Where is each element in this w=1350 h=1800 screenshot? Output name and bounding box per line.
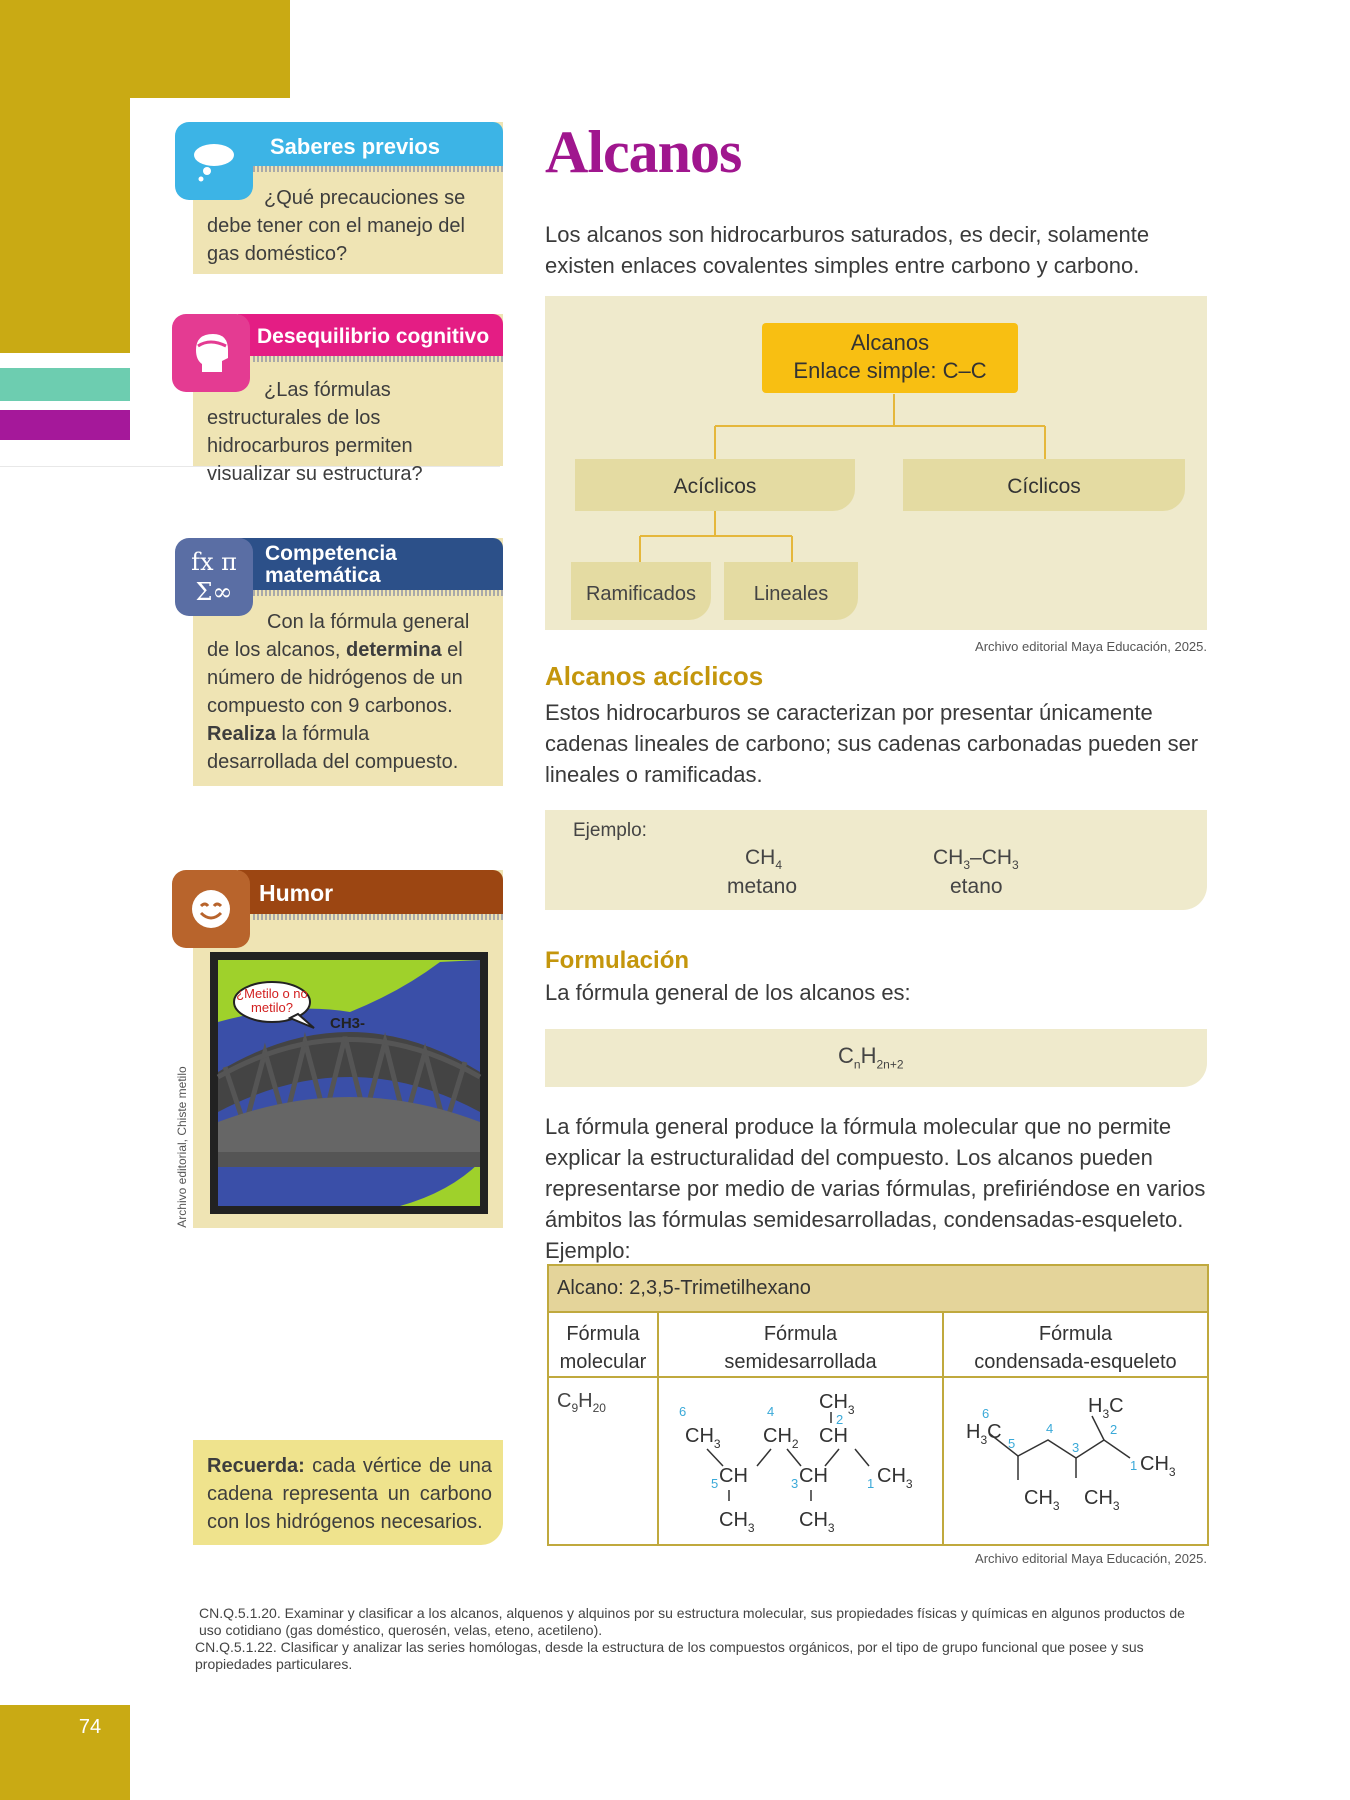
- comic-speech: ¿Metilo o no metilo?: [236, 986, 308, 1015]
- semidesarrollada-structure: [659, 1378, 942, 1543]
- classification-diagram: [545, 296, 1207, 630]
- general-formula: $C_nH_{2n+2}$: [838, 1043, 904, 1072]
- cloud-thought-icon: [175, 122, 253, 200]
- column-header-molecular: Fórmula molecular: [559, 1323, 647, 1373]
- acyclic-paragraph: Estos hidrocarburos se caracterizan por presentar únicamente cadenas lineales de carbono; sus cadenas carbonadas pueden ser lineales o ramificadas.: [545, 700, 1199, 787]
- svg-text:2: 2: [1110, 1422, 1118, 1437]
- diagram-credit: Archivo editorial Maya Educación, 2025.: [975, 639, 1207, 654]
- diagram-node-lineales: Lineales: [724, 562, 858, 620]
- svg-text:CH3: $CH_3$: [1084, 1487, 1120, 1513]
- example-panel: [545, 810, 1207, 910]
- intro-paragraph: Los alcanos son hidrocarburos saturados, es decir, solamente existen enlaces covalentes simples entre carbono y carbono.: [545, 222, 1150, 278]
- svg-text:CH3: $CH_3$: [1140, 1453, 1176, 1479]
- svg-text:H3C: $H_3C$: [1088, 1395, 1124, 1421]
- svg-text:CH: CH: [819, 1425, 848, 1447]
- recuerda-box: [193, 1440, 503, 1545]
- ethane-name: etano: [950, 875, 1003, 898]
- formulation-paragraph: La fórmula general produce la fórmula molecular que no permite explicar la estructuralidad del compuesto. Los alcanos pueden representarse por medio de varias fórmulas, prefiriéndose en varios ámbitos las fórmulas semidesarrolladas, condensadas-esqueleto. Ejemplo:: [545, 1114, 1206, 1263]
- competencia-title-line1: Competencia: [265, 542, 397, 565]
- diagram-node-aciclicos: Acíclicos: [575, 459, 855, 511]
- page-title: Alcanos: [545, 119, 742, 185]
- saberes-previos-text: ¿Qué precauciones se debe tener con el manejo del gas doméstico?: [207, 187, 466, 265]
- side-decoration: [0, 98, 130, 353]
- svg-text:5: 5: [711, 1476, 719, 1491]
- svg-text:1: 1: [1130, 1458, 1138, 1473]
- example-label: Ejemplo:: [573, 820, 647, 841]
- general-formula-panel: [545, 1029, 1207, 1087]
- svg-text:CH3: $CH_3$: [1024, 1487, 1060, 1513]
- curriculum-note-1: CN.Q.5.1.20. Examinar y clasificar a los alcanos, alquenos y alquinos por su estructura molecular, sus propiedades físicas y químicas en algunos productos de uso cotidiano (gas doméstico, querosén, velas, eteno, acetileno).: [199, 1605, 1185, 1638]
- competencia-title-line2: matemática: [265, 564, 381, 587]
- acyclic-heading: Alcanos acíclicos: [545, 661, 764, 691]
- corner-decoration: [0, 0, 290, 98]
- table-title: Alcano: 2,3,5-Trimetilhexano: [549, 1266, 1207, 1313]
- svg-text:CH3: $CH_3$: [877, 1465, 913, 1491]
- svg-text:6: 6: [679, 1404, 687, 1419]
- svg-text:CH: CH: [799, 1465, 828, 1487]
- svg-text:4: 4: [1046, 1421, 1054, 1436]
- formulation-heading: Formulación: [545, 947, 690, 974]
- saberes-previos-title: Saberes previos: [270, 134, 440, 159]
- svg-text:3: 3: [791, 1476, 799, 1491]
- svg-text:CH3: $CH_3$: [819, 1391, 855, 1417]
- recuerda-text: cada vértice de una cadena representa un carbono con los hidrógenos necesarios.: [207, 1455, 492, 1533]
- head-icon: [172, 314, 250, 392]
- svg-text:H3C: $H_3C$: [966, 1421, 1002, 1447]
- magenta-stripe: [0, 410, 130, 440]
- desequilibrio-title: Desequilibrio cognitivo: [257, 325, 490, 348]
- svg-text:5: 5: [1008, 1436, 1016, 1451]
- comic-label: CH3-: [330, 1015, 366, 1032]
- desequilibrio-text: ¿Las fórmulas estructurales de los hidrocarburos permiten visualizar su estructura?: [207, 379, 423, 485]
- teal-stripe: [0, 368, 130, 401]
- table-credit: Archivo editorial Maya Educación, 2025.: [975, 1551, 1207, 1566]
- svg-text:CH2: $CH_2$: [763, 1425, 799, 1451]
- svg-text:CH3: $CH_3$: [799, 1509, 835, 1535]
- column-header-semidesarrollada: Fórmula semidesarrollada: [724, 1323, 877, 1373]
- condensada-esqueleto-structure: [944, 1378, 1207, 1543]
- recuerda-label: Recuerda:: [207, 1455, 305, 1477]
- humor-title: Humor: [259, 880, 334, 906]
- molecular-formula: $C_9H_{20}$: [557, 1390, 606, 1415]
- svg-text:6: 6: [982, 1406, 990, 1421]
- trimethylhexane-table: [547, 1264, 1209, 1546]
- math-symbols-icon: fx π Σ∞: [175, 538, 253, 616]
- diagram-node-ciclicos: Cíclicos: [903, 459, 1185, 511]
- curriculum-note-2: CN.Q.5.1.22. Clasificar y analizar las series homólogas, desde la estructura de los compuestos orgánicos, por el tipo de grupo funcional que posee y sus propiedades particulares.: [195, 1639, 1144, 1672]
- svg-text:CH3: $CH_3$: [719, 1509, 755, 1535]
- formulation-text: La fórmula general de los alcanos es:: [545, 980, 911, 1005]
- column-header-condensada: Fórmula condensada-esqueleto: [974, 1323, 1177, 1373]
- ethane-formula: $CH_3-CH_3$: [933, 846, 1019, 873]
- humor-credit: Archivo editorial, Chiste metilo: [175, 1066, 189, 1228]
- curriculum-notes: [195, 1605, 1205, 1673]
- svg-text:CH: CH: [719, 1465, 748, 1487]
- methane-name: metano: [727, 875, 798, 898]
- diagram-root-node: Alcanos Enlace simple: C–C: [762, 323, 1018, 393]
- svg-text:3: 3: [1072, 1440, 1080, 1455]
- methane-formula: $CH_4$: [745, 846, 783, 873]
- svg-text:4: 4: [767, 1404, 775, 1419]
- svg-text:1: 1: [867, 1476, 875, 1491]
- smiley-icon: [172, 870, 250, 948]
- svg-text:2: 2: [836, 1412, 844, 1427]
- diagram-node-ramificados: Ramificados: [571, 562, 711, 620]
- competencia-text: Con la fórmula general de los alcanos, determina el número de hidrógenos de un compuesto con 9 carbonos. Realiza la fórmula desarrollada del compuesto.: [207, 611, 470, 773]
- svg-text:CH3: $CH_3$: [685, 1425, 721, 1451]
- page-number: 74: [78, 1716, 102, 1738]
